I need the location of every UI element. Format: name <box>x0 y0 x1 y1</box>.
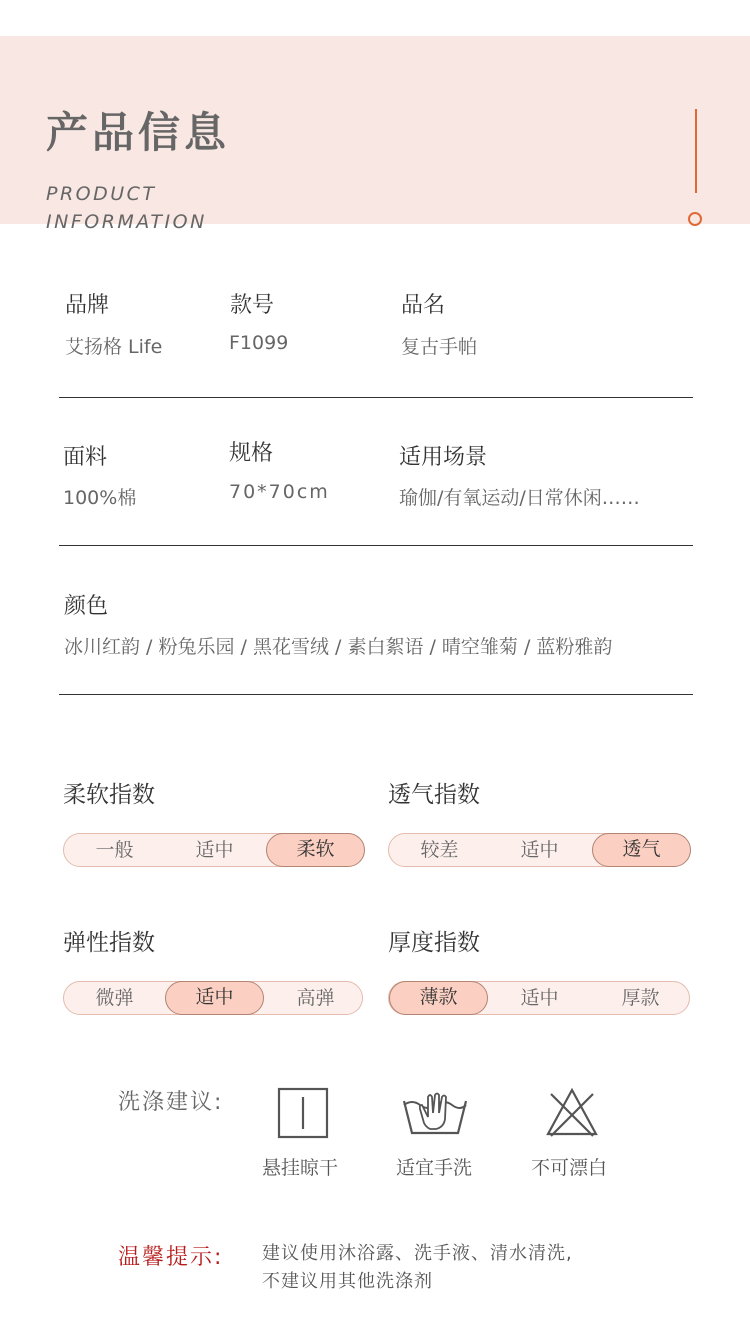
brand-label: 品牌 <box>65 293 110 318</box>
no-bleach-icon <box>545 1086 599 1144</box>
elasticity-scale <box>63 981 363 1015</box>
fabric-label: 面料 <box>63 445 108 470</box>
brand-value: 艾扬格 Life <box>65 336 163 358</box>
thickness-index-title: 厚度指数 <box>388 930 480 956</box>
breathability-index-title: 透气指数 <box>388 782 480 808</box>
color-label: 颜色 <box>64 594 109 619</box>
elasticity-option-slight: 微弹 <box>95 987 134 1009</box>
size-label: 规格 <box>229 441 274 466</box>
softness-option-medium: 适中 <box>195 839 234 861</box>
softness-index-title: 柔软指数 <box>63 782 155 808</box>
tip-label: 温馨提示: <box>118 1245 224 1270</box>
hang-dry-label: 悬挂晾干 <box>262 1157 339 1179</box>
softness-option-normal: 一般 <box>95 839 134 861</box>
washing-advice-label: 洗涤建议: <box>118 1090 224 1115</box>
color-value: 冰川红韵 / 粉兔乐园 / 黑花雪绒 / 素白絮语 / 晴空雏菊 / 蓝粉雅韵 <box>64 636 613 658</box>
subtitle-line-1: PRODUCT <box>46 183 157 205</box>
divider <box>59 694 693 695</box>
no-bleach-label: 不可漂白 <box>531 1157 608 1179</box>
size-value: 70*70cm <box>229 481 330 503</box>
style-number-label: 款号 <box>230 293 275 318</box>
style-number-value: F1099 <box>229 332 289 354</box>
page-title: 产品信息 <box>46 108 231 157</box>
hand-wash-icon <box>402 1087 468 1143</box>
divider <box>59 397 693 398</box>
divider <box>59 545 693 546</box>
breathability-scale <box>388 833 690 867</box>
breathability-option-breathable: 透气 <box>592 833 691 867</box>
page-subtitle <box>46 180 207 236</box>
product-name-value: 复古手帕 <box>401 336 478 358</box>
usage-label: 适用场景 <box>399 445 488 470</box>
hand-wash-label: 适宜手洗 <box>396 1157 473 1179</box>
tip-line-1: 建议使用沐浴露、洗手液、清水清洗, <box>262 1243 573 1264</box>
breathability-option-medium: 适中 <box>520 839 559 861</box>
thickness-option-medium: 适中 <box>520 987 559 1009</box>
hang-dry-icon <box>277 1087 329 1143</box>
softness-scale <box>63 833 363 867</box>
breathability-option-poor: 较差 <box>420 839 459 861</box>
elasticity-option-high: 高弹 <box>296 987 335 1009</box>
thickness-option-thick: 厚款 <box>621 987 660 1009</box>
elasticity-index-title: 弹性指数 <box>63 930 155 956</box>
fabric-value: 100%棉 <box>63 487 137 509</box>
tip-text <box>262 1240 573 1296</box>
thickness-scale <box>388 981 690 1015</box>
subtitle-line-2: INFORMATION <box>46 211 207 233</box>
elasticity-option-medium: 适中 <box>165 981 264 1015</box>
accent-line <box>695 109 697 193</box>
tip-line-2: 不建议用其他洗涤剂 <box>262 1271 433 1292</box>
usage-value: 瑜伽/有氧运动/日常休闲…… <box>399 487 640 509</box>
softness-option-soft: 柔软 <box>266 833 365 867</box>
accent-circle-icon <box>688 212 702 226</box>
header-banner <box>0 36 750 233</box>
thickness-option-thin: 薄款 <box>389 981 488 1015</box>
product-name-label: 品名 <box>401 293 446 318</box>
